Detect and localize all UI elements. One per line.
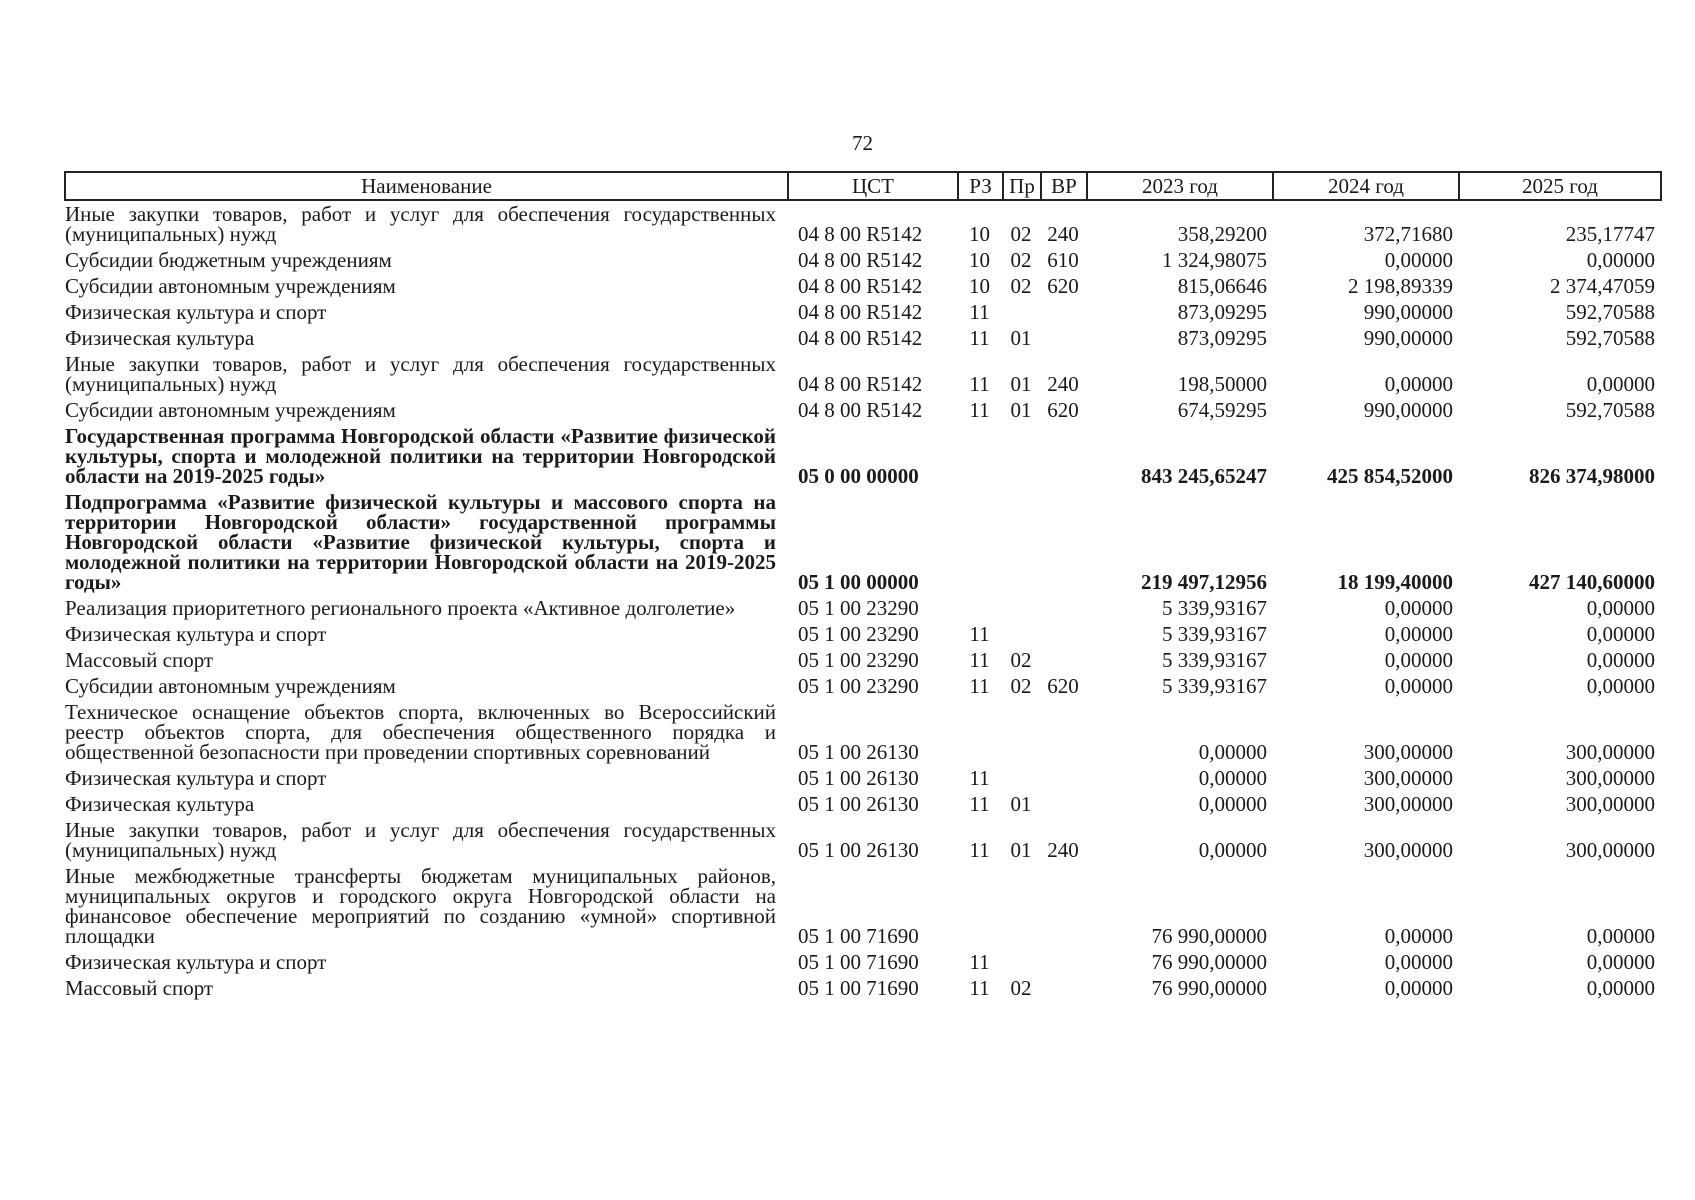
row-name: Субсидии бюджетным учреждениям — [65, 248, 392, 272]
row-amount-2024: 0,00000 — [1384, 248, 1453, 272]
row-pr-code: 02 — [1010, 274, 1032, 298]
table-row — [65, 489, 1661, 595]
header-vr: ВР — [1041, 172, 1087, 200]
row-rz-code: 11 — [969, 674, 990, 698]
row-pr-code: 02 — [1010, 976, 1032, 1000]
row-cst-code: 05 0 00 00000 — [798, 464, 919, 488]
row-amount-2025: 0,00000 — [1586, 976, 1655, 1000]
row-vr-code — [1041, 595, 1087, 621]
row-amount-2025: 300,00000 — [1565, 792, 1655, 816]
row-name: Субсидии автономным учреждениям — [65, 398, 396, 422]
row-pr-code — [1003, 699, 1041, 765]
row-pr-code: 02 — [1010, 248, 1032, 272]
row-amount-2024: 0,00000 — [1384, 648, 1453, 672]
row-name: Физическая культура и спорт — [65, 766, 327, 790]
row-pr-code: 02 — [1010, 674, 1032, 698]
row-vr-code — [1041, 949, 1087, 975]
row-rz-code — [958, 489, 1003, 595]
row-amount-2023: 815,06646 — [1177, 274, 1267, 298]
table-row — [65, 791, 1661, 817]
table-row — [65, 247, 1661, 273]
row-amount-2025: 0,00000 — [1586, 648, 1655, 672]
row-vr-code — [1041, 325, 1087, 351]
row-name: Массовый спорт — [65, 976, 214, 1000]
row-vr-code — [1041, 791, 1087, 817]
row-amount-2023: 358,29200 — [1177, 222, 1267, 246]
row-amount-2024: 0,00000 — [1384, 976, 1453, 1000]
row-vr-code: 610 — [1047, 248, 1079, 272]
row-vr-code — [1041, 489, 1087, 595]
row-cst-code: 05 1 00 26130 — [798, 792, 919, 816]
row-rz-code: 10 — [969, 248, 990, 272]
row-name: Физическая культура и спорт — [65, 622, 327, 646]
row-vr-code — [1041, 299, 1087, 325]
row-amount-2025: 0,00000 — [1586, 248, 1655, 272]
row-amount-2023: 0,00000 — [1198, 740, 1267, 764]
row-pr-code — [1003, 489, 1041, 595]
row-amount-2025: 592,70588 — [1565, 326, 1655, 350]
row-name: Массовый спорт — [65, 648, 214, 672]
table-row — [65, 817, 1661, 863]
row-cst-code: 04 8 00 R5142 — [798, 248, 923, 272]
row-pr-code: 01 — [1010, 326, 1032, 350]
row-vr-code — [1041, 699, 1087, 765]
row-amount-2023: 219 497,12956 — [1141, 570, 1267, 594]
row-cst-code: 04 8 00 R5142 — [798, 326, 923, 350]
table-row — [65, 765, 1661, 791]
row-amount-2023: 198,50000 — [1177, 372, 1267, 396]
row-pr-code — [1003, 863, 1041, 949]
row-cst-code: 05 1 00 00000 — [798, 570, 919, 594]
row-name: Физическая культура — [65, 792, 255, 816]
row-amount-2025: 427 140,60000 — [1529, 570, 1655, 594]
row-cst-code: 05 1 00 23290 — [798, 674, 919, 698]
row-cst-code: 04 8 00 R5142 — [798, 222, 923, 246]
row-amount-2024: 300,00000 — [1363, 766, 1453, 790]
header-name: Наименование — [65, 172, 788, 200]
row-rz-code: 10 — [969, 222, 990, 246]
row-pr-code — [1003, 423, 1041, 489]
header-pr: Пр — [1003, 172, 1041, 200]
row-name: Иные закупки товаров, работ и услуг для обеспечения государственных (муниципальных) нужд — [65, 202, 776, 246]
row-vr-code — [1041, 647, 1087, 673]
row-cst-code: 05 1 00 71690 — [798, 976, 919, 1000]
row-amount-2025: 0,00000 — [1586, 372, 1655, 396]
row-amount-2025: 300,00000 — [1565, 766, 1655, 790]
row-amount-2025: 0,00000 — [1586, 924, 1655, 948]
row-amount-2023: 873,09295 — [1177, 326, 1267, 350]
row-pr-code: 01 — [1010, 398, 1032, 422]
table-row — [65, 351, 1661, 397]
row-amount-2024: 18 199,40000 — [1337, 570, 1453, 594]
table-row — [65, 975, 1661, 1001]
row-amount-2025: 300,00000 — [1565, 838, 1655, 862]
row-rz-code — [958, 699, 1003, 765]
row-rz-code — [958, 423, 1003, 489]
row-name: Иные закупки товаров, работ и услуг для обеспечения государственных (муниципальных) нужд — [65, 352, 776, 396]
row-amount-2024: 0,00000 — [1384, 924, 1453, 948]
row-name: Субсидии автономным учреждениям — [65, 274, 396, 298]
row-rz-code — [958, 863, 1003, 949]
row-cst-code: 05 1 00 23290 — [798, 622, 919, 646]
table-row — [65, 673, 1661, 699]
row-amount-2023: 674,59295 — [1177, 398, 1267, 422]
row-cst-code: 05 1 00 71690 — [798, 950, 919, 974]
header-2024: 2024 год — [1273, 172, 1459, 200]
row-amount-2023: 0,00000 — [1198, 792, 1267, 816]
row-cst-code: 04 8 00 R5142 — [798, 274, 923, 298]
row-vr-code — [1041, 863, 1087, 949]
table-row — [65, 949, 1661, 975]
table-row — [65, 595, 1661, 621]
table-row — [65, 325, 1661, 351]
row-rz-code — [958, 595, 1003, 621]
row-pr-code: 02 — [1010, 222, 1032, 246]
row-amount-2023: 1 324,98075 — [1162, 248, 1267, 272]
row-amount-2024: 300,00000 — [1363, 838, 1453, 862]
row-cst-code: 04 8 00 R5142 — [798, 300, 923, 324]
row-vr-code: 240 — [1047, 372, 1079, 396]
row-rz-code: 11 — [969, 766, 990, 790]
row-pr-code — [1003, 621, 1041, 647]
row-pr-code: 01 — [1010, 838, 1032, 862]
row-rz-code: 11 — [969, 792, 990, 816]
table-body — [65, 200, 1661, 1001]
row-amount-2023: 5 339,93167 — [1162, 674, 1267, 698]
row-amount-2024: 372,71680 — [1363, 222, 1453, 246]
row-amount-2023: 76 990,00000 — [1151, 976, 1267, 1000]
row-rz-code: 11 — [969, 398, 990, 422]
row-name: Реализация приоритетного регионального проекта «Активное долголетие» — [65, 596, 736, 620]
row-amount-2024: 0,00000 — [1384, 596, 1453, 620]
table-row — [65, 621, 1661, 647]
row-name: Физическая культура и спорт — [65, 300, 327, 324]
row-amount-2025: 0,00000 — [1586, 950, 1655, 974]
row-pr-code: 01 — [1010, 372, 1032, 396]
row-amount-2025: 592,70588 — [1565, 398, 1655, 422]
table-row — [65, 299, 1661, 325]
page-number: 72 — [852, 131, 873, 155]
row-amount-2023: 5 339,93167 — [1162, 622, 1267, 646]
table-row — [65, 699, 1661, 765]
row-pr-code — [1003, 299, 1041, 325]
row-pr-code: 01 — [1010, 792, 1032, 816]
row-rz-code: 11 — [969, 622, 990, 646]
row-name: Иные межбюджетные трансферты бюджетам муниципальных районов, муниципальных округов и городского округа Новгородской области на финансовое обеспечение мероприятий по созданию «умной» спортивной площадки — [65, 864, 776, 948]
row-pr-code — [1003, 765, 1041, 791]
row-amount-2023: 843 245,65247 — [1141, 464, 1267, 488]
row-rz-code: 11 — [969, 300, 990, 324]
header-cst: ЦСТ — [788, 172, 958, 200]
row-amount-2023: 0,00000 — [1198, 766, 1267, 790]
table-row — [65, 647, 1661, 673]
row-name: Физическая культура и спорт — [65, 950, 327, 974]
table-row — [65, 200, 1661, 247]
row-amount-2023: 873,09295 — [1177, 300, 1267, 324]
row-amount-2023: 5 339,93167 — [1162, 648, 1267, 672]
row-name: Иные закупки товаров, работ и услуг для обеспечения государственных (муниципальных) нужд — [65, 818, 776, 862]
row-amount-2023: 0,00000 — [1198, 838, 1267, 862]
budget-table — [64, 171, 1662, 1001]
row-amount-2024: 0,00000 — [1384, 950, 1453, 974]
row-amount-2025: 826 374,98000 — [1529, 464, 1655, 488]
row-amount-2024: 300,00000 — [1363, 792, 1453, 816]
row-vr-code: 620 — [1047, 398, 1079, 422]
row-amount-2025: 0,00000 — [1586, 622, 1655, 646]
row-cst-code: 05 1 00 23290 — [798, 648, 919, 672]
table-row — [65, 423, 1661, 489]
row-vr-code — [1041, 975, 1087, 1001]
table-row — [65, 863, 1661, 949]
row-amount-2023: 76 990,00000 — [1151, 924, 1267, 948]
row-amount-2024: 0,00000 — [1384, 674, 1453, 698]
row-vr-code: 620 — [1047, 674, 1079, 698]
row-amount-2025: 2 374,47059 — [1550, 274, 1655, 298]
row-vr-code — [1041, 621, 1087, 647]
row-cst-code: 05 1 00 26130 — [798, 766, 919, 790]
row-name: Физическая культура — [65, 326, 255, 350]
row-amount-2025: 592,70588 — [1565, 300, 1655, 324]
row-amount-2024: 2 198,89339 — [1348, 274, 1453, 298]
row-amount-2025: 235,17747 — [1565, 222, 1655, 246]
row-amount-2024: 0,00000 — [1384, 622, 1453, 646]
row-vr-code — [1041, 423, 1087, 489]
row-cst-code: 05 1 00 71690 — [798, 924, 919, 948]
row-rz-code: 11 — [969, 976, 990, 1000]
table-row — [65, 273, 1661, 299]
row-amount-2024: 0,00000 — [1384, 372, 1453, 396]
row-rz-code: 11 — [969, 372, 990, 396]
row-cst-code: 05 1 00 26130 — [798, 740, 919, 764]
row-rz-code: 11 — [969, 326, 990, 350]
row-amount-2024: 425 854,52000 — [1327, 464, 1453, 488]
header-2025: 2025 год — [1459, 172, 1661, 200]
row-rz-code: 11 — [969, 950, 990, 974]
row-name: Подпрограмма «Развитие физической культуры и массового спорта на территории Новгородской области» государственной программы Новгородской области «Развитие физической культуры, спорта и молодежной политики на территории Новгородской области на 2019-2025 годы» — [65, 490, 776, 594]
row-amount-2025: 300,00000 — [1565, 740, 1655, 764]
header-2023: 2023 год — [1087, 172, 1273, 200]
row-pr-code — [1003, 949, 1041, 975]
row-amount-2024: 990,00000 — [1363, 300, 1453, 324]
table-row — [65, 397, 1661, 423]
row-vr-code: 620 — [1047, 274, 1079, 298]
row-amount-2025: 0,00000 — [1586, 674, 1655, 698]
row-name: Субсидии автономным учреждениям — [65, 674, 396, 698]
row-cst-code: 05 1 00 23290 — [798, 596, 919, 620]
row-cst-code: 04 8 00 R5142 — [798, 398, 923, 422]
row-amount-2025: 0,00000 — [1586, 596, 1655, 620]
row-rz-code: 11 — [969, 838, 990, 862]
row-cst-code: 04 8 00 R5142 — [798, 372, 923, 396]
row-pr-code: 02 — [1010, 648, 1032, 672]
row-rz-code: 11 — [969, 648, 990, 672]
row-vr-code: 240 — [1047, 838, 1079, 862]
row-rz-code: 10 — [969, 274, 990, 298]
header-rz: РЗ — [958, 172, 1003, 200]
row-name: Техническое оснащение объектов спорта, включенных во Всероссийский реестр объектов спорта, для обеспечения общественного порядка и общественной безопасности при проведении спортивных соревнований — [65, 700, 776, 764]
row-amount-2024: 990,00000 — [1363, 326, 1453, 350]
row-amount-2023: 5 339,93167 — [1162, 596, 1267, 620]
row-amount-2024: 990,00000 — [1363, 398, 1453, 422]
row-amount-2023: 76 990,00000 — [1151, 950, 1267, 974]
table-header — [65, 172, 1661, 200]
row-vr-code: 240 — [1047, 222, 1079, 246]
row-pr-code — [1003, 595, 1041, 621]
row-vr-code — [1041, 765, 1087, 791]
row-amount-2024: 300,00000 — [1363, 740, 1453, 764]
row-cst-code: 05 1 00 26130 — [798, 838, 919, 862]
row-name: Государственная программа Новгородской области «Развитие физической культуры, спорта и молодежной политики на территории Новгородской области на 2019-2025 годы» — [65, 424, 776, 488]
